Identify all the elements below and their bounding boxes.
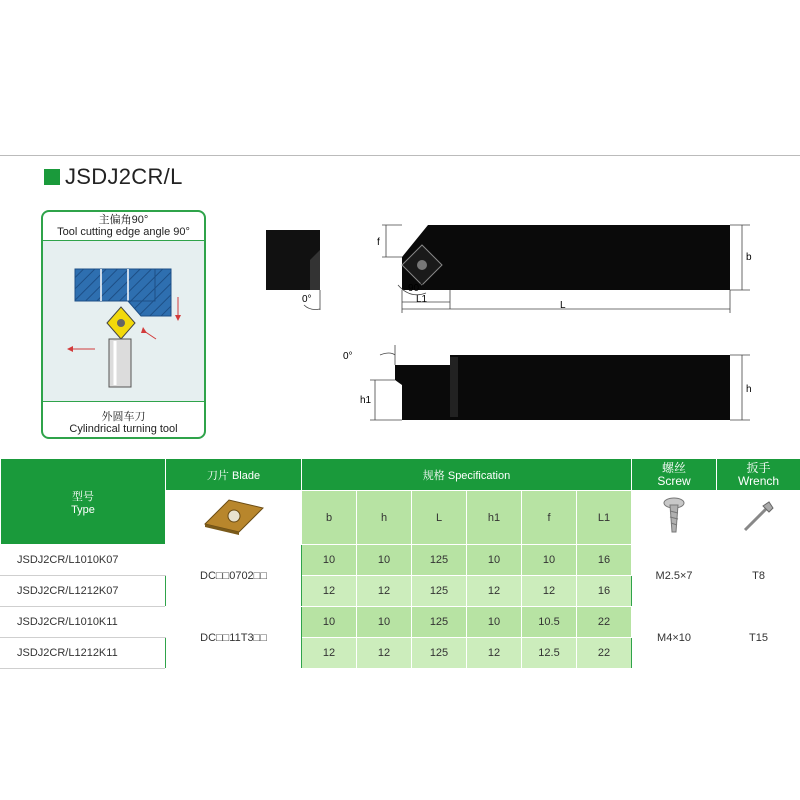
row2-L: 125 — [412, 576, 467, 607]
end-view-angle: 0° — [302, 294, 312, 305]
row2-h: 12 — [357, 576, 412, 607]
wrench-header-en: Wrench — [737, 473, 780, 488]
card-footer-en: Cylindrical turning tool — [69, 423, 178, 435]
title-marker — [44, 169, 60, 185]
blade-group-2: DC□□11T3□□ — [166, 607, 302, 669]
dim-f: f — [377, 237, 380, 248]
side-view — [343, 345, 752, 420]
illustration-card — [41, 210, 206, 439]
top-view — [377, 225, 752, 313]
blade-header: 刀片 Blade — [166, 459, 302, 491]
screw-header — [632, 459, 717, 491]
row4-L1: 22 — [577, 638, 632, 669]
dim-h: h — [746, 384, 752, 395]
card-footer-cn: 外圆车刀 — [101, 411, 146, 423]
screw-image-cell — [632, 491, 717, 545]
rake-angle: 0° — [343, 351, 353, 362]
wrench-group-2: T15 — [717, 607, 800, 669]
row4-f: 12.5 — [522, 638, 577, 669]
row1-L: 125 — [412, 545, 467, 576]
type-header-en: Type — [71, 503, 95, 516]
row4-h: 12 — [357, 638, 412, 669]
card-heading-cn: 主偏角90° — [98, 214, 149, 226]
type-row-3: JSDJ2CR/L1010K11 — [1, 607, 166, 638]
product-title — [44, 163, 183, 191]
wrench-header-cn: 扳手 — [746, 460, 771, 475]
machining-illustration — [43, 240, 204, 402]
col-header-L1: L1 — [577, 491, 632, 545]
screw-header-cn: 螺丝 — [662, 460, 687, 475]
row2-h1: 12 — [467, 576, 522, 607]
row4-h1: 12 — [467, 638, 522, 669]
approach-angle: 90° — [408, 283, 424, 294]
type-header-cn: 型号 — [72, 490, 94, 503]
screw-icon — [659, 496, 689, 536]
row3-b: 10 — [302, 607, 357, 638]
row4-b: 12 — [302, 638, 357, 669]
insert-icon — [199, 494, 269, 538]
dim-b: b — [746, 252, 752, 263]
dim-L: L — [560, 300, 566, 311]
row3-L: 125 — [412, 607, 467, 638]
row1-b: 10 — [302, 545, 357, 576]
row3-L1: 22 — [577, 607, 632, 638]
spec-header: 规格 Specification — [302, 459, 632, 491]
insert-shape — [107, 307, 135, 339]
row3-f: 10.5 — [522, 607, 577, 638]
type-row-1: JSDJ2CR/L1010K07 — [1, 545, 166, 576]
col-header-b: b — [302, 491, 357, 545]
row1-h: 10 — [357, 545, 412, 576]
type-row-2: JSDJ2CR/L1212K07 — [1, 576, 166, 607]
end-view — [266, 230, 320, 310]
col-header-L: L — [412, 491, 467, 545]
row1-f: 10 — [522, 545, 577, 576]
col-header-h: h — [357, 491, 412, 545]
wrench-icon — [739, 496, 779, 536]
spec-table — [0, 458, 800, 669]
blade-image-cell — [166, 491, 302, 545]
type-header — [1, 459, 166, 545]
row4-L: 125 — [412, 638, 467, 669]
blade-group-1: DC□□0702□□ — [166, 545, 302, 607]
screw-group-1: M2.5×7 — [632, 545, 717, 607]
title-divider — [0, 155, 800, 156]
type-row-4: JSDJ2CR/L1212K11 — [1, 638, 166, 669]
card-heading — [43, 212, 204, 238]
screw-header-en: Screw — [657, 473, 691, 488]
product-title-text: JSDJ2CR/L — [65, 164, 183, 189]
col-header-f: f — [522, 491, 577, 545]
row3-h: 10 — [357, 607, 412, 638]
row2-f: 12 — [522, 576, 577, 607]
col-header-h1: h1 — [467, 491, 522, 545]
row2-L1: 16 — [577, 576, 632, 607]
row1-h1: 10 — [467, 545, 522, 576]
technical-drawing — [250, 205, 770, 435]
row2-b: 12 — [302, 576, 357, 607]
wrench-image-cell — [717, 491, 800, 545]
wrench-group-1: T8 — [717, 545, 800, 607]
dim-h1: h1 — [360, 395, 372, 406]
row3-h1: 10 — [467, 607, 522, 638]
tool-holder-shape — [109, 339, 131, 387]
wrench-header — [717, 459, 800, 491]
card-footer — [43, 411, 204, 435]
dim-L1: L1 — [416, 294, 428, 305]
row1-L1: 16 — [577, 545, 632, 576]
card-heading-en: Tool cutting edge angle 90° — [57, 226, 190, 238]
screw-group-2: M4×10 — [632, 607, 717, 669]
